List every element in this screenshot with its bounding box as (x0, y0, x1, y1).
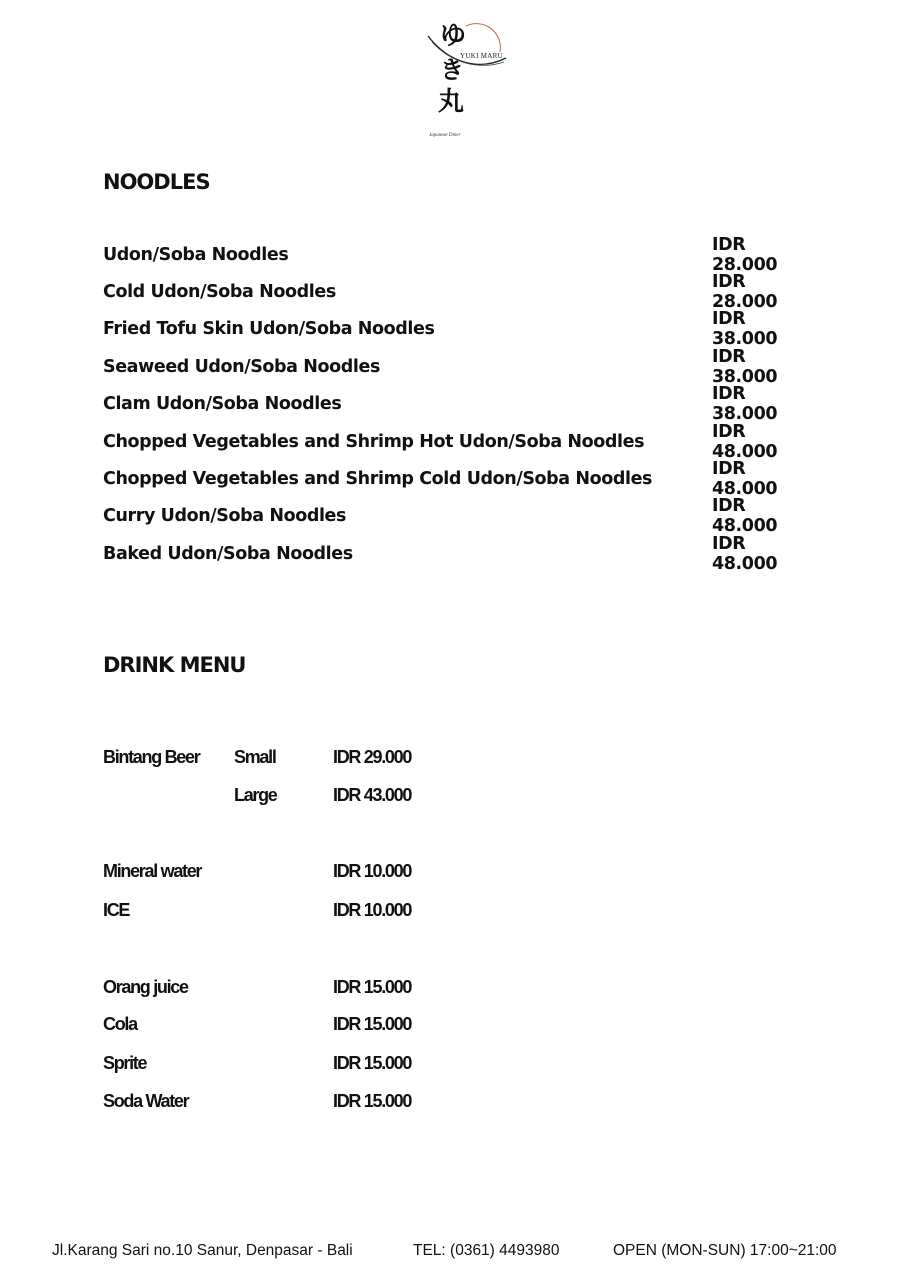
menu-item (103, 498, 803, 535)
logo-kanji-1: ゆ (440, 21, 467, 51)
menu-item-price: IDR 38.000 (712, 384, 778, 425)
menu-item (103, 311, 803, 348)
drink-item-price: IDR 15.000 (333, 977, 412, 997)
logo-brush-graphic (418, 12, 514, 132)
drink-item (103, 1053, 503, 1077)
menu-item (103, 348, 803, 385)
noodles-list (103, 236, 803, 573)
drink-item-name: Bintang Beer (103, 747, 200, 767)
menu-item-name: Curry Udon/Soba Noodles (103, 506, 347, 527)
footer-hours: OPEN (MON-SUN) 17:00~21:00 (613, 1242, 837, 1259)
menu-item-price: IDR 38.000 (712, 346, 778, 387)
menu-item-name: Clam Udon/Soba Noodles (103, 394, 342, 415)
drink-item (103, 977, 503, 1001)
footer-phone: TEL: (0361) 4493980 (413, 1242, 560, 1259)
drink-item-price: IDR 15.000 (333, 1014, 412, 1034)
drink-item (103, 1014, 503, 1038)
drink-item-price: IDR 43.000 (333, 785, 412, 805)
menu-item-name: Baked Udon/Soba Noodles (103, 543, 353, 564)
menu-item (103, 535, 803, 572)
logo-kanji-3: 丸 (438, 87, 465, 117)
drink-item-price: IDR 29.000 (333, 747, 412, 767)
menu-item-price: IDR 28.000 (712, 234, 778, 275)
logo-kanji-2: き (440, 55, 464, 84)
drink-item (103, 747, 503, 771)
drink-item (103, 1091, 503, 1115)
menu-item (103, 386, 803, 423)
menu-item-name: Seaweed Udon/Soba Noodles (103, 356, 380, 377)
restaurant-logo (418, 12, 514, 138)
menu-item-name: Fried Tofu Skin Udon/Soba Noodles (103, 319, 435, 340)
drink-item-price: IDR 15.000 (333, 1053, 412, 1073)
menu-item (103, 236, 803, 273)
menu-item-price: IDR 48.000 (712, 459, 778, 500)
menu-item-price: IDR 48.000 (712, 533, 778, 574)
drink-item-name: Soda Water (103, 1091, 189, 1111)
menu-item-name: Udon/Soba Noodles (103, 244, 289, 265)
menu-item (103, 272, 803, 313)
drink-item-name: Orang juice (103, 977, 188, 997)
drink-item-size: Small (234, 747, 276, 767)
menu-item-price: IDR 28.000 (712, 272, 778, 313)
drink-item-price: IDR 15.000 (333, 1091, 412, 1111)
drink-item-price: IDR 10.000 (333, 861, 412, 881)
drink-item-price: IDR 10.000 (333, 900, 412, 920)
menu-item-price: IDR 38.000 (712, 309, 778, 350)
drink-item (103, 785, 503, 809)
footer-address: Jl.Karang Sari no.10 Sanur, Denpasar - Bali (52, 1242, 353, 1259)
menu-item-name: Chopped Vegetables and Shrimp Hot Udon/Soba Noodles (103, 431, 645, 452)
menu-item (103, 459, 803, 500)
logo-brand-text: YUKI MARU (460, 52, 503, 60)
drink-item-name: ICE (103, 900, 130, 920)
drink-item-size: Large (234, 785, 277, 805)
drink-item-name: Sprite (103, 1053, 147, 1073)
logo-tagline: Japanese Diner (429, 133, 461, 138)
menu-item-price: IDR 48.000 (712, 421, 778, 462)
menu-item-price: IDR 48.000 (712, 496, 778, 537)
menu-item-name: Chopped Vegetables and Shrimp Cold Udon/Soba Noodles (103, 469, 653, 490)
menu-item (103, 423, 803, 460)
drink-item (103, 861, 503, 885)
noodles-section-title: NOODLES (103, 170, 210, 194)
drink-item-name: Mineral water (103, 861, 202, 881)
drink-item-name: Cola (103, 1014, 137, 1034)
menu-item-name: Cold Udon/Soba Noodles (103, 282, 336, 303)
drinks-section-title: DRINK MENU (103, 653, 246, 677)
drink-item (103, 900, 503, 924)
